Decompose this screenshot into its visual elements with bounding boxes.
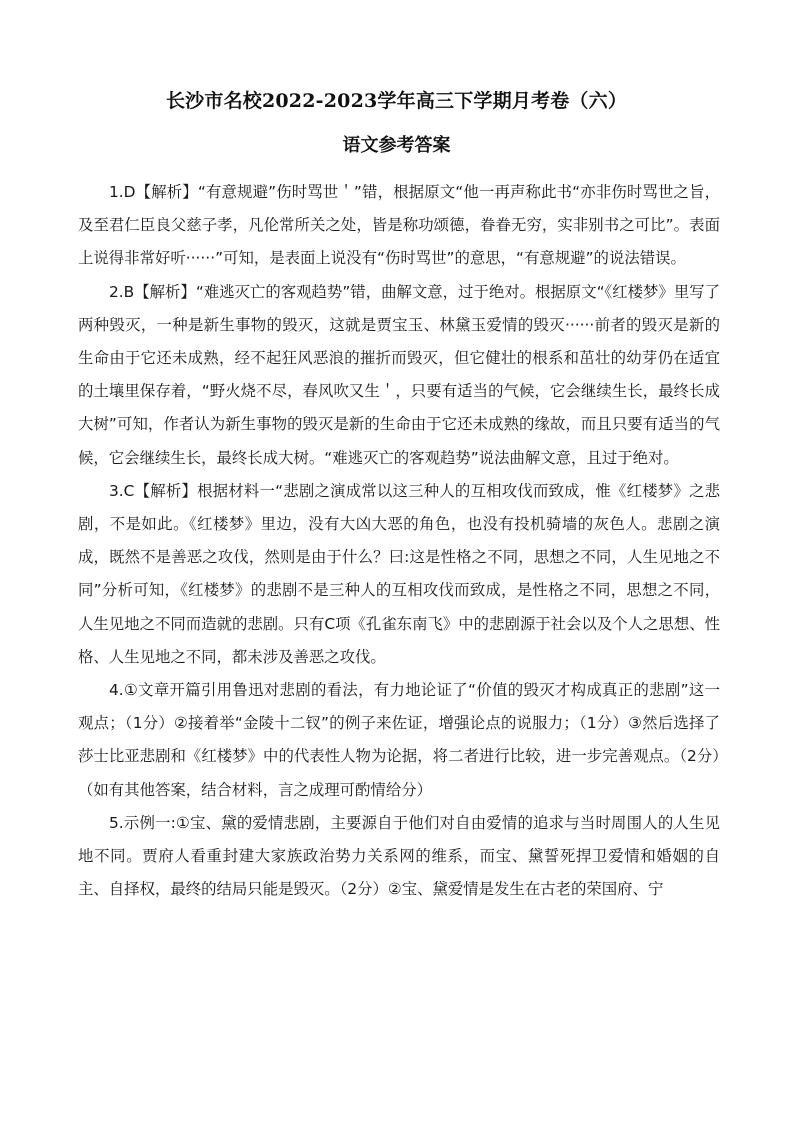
answer-paragraph-3: 3.C【解析】根据材料一“悲剧之演成常以这三种人的互相攻伐而致成，惟《红楼梦》之悲剧，不是如此。《红楼梦》里边，没有大凶大恶的角色，也没有投机骑墙的灰色人。悲剧之演成，既然不是善恶之攻伐，然则是由于什么？曰:这是性格之不同，思想之不同，人生见地之不同”分析可知，《红楼梦》的悲剧不是三种人的互相攻伐而致成，是性格之不同，思想之不同，人生见地之不同而造就的悲剧。只有C项《孔雀东南飞》中的悲剧源于社会以及个人之思想、性格、人生见地之不同，都未涉及善恶之攻伐。 xyxy=(78,481,720,666)
page-subtitle: 语文参考答案 xyxy=(342,135,451,156)
answer-paragraph-2: 2.B【解析】“难逃灭亡的客观趋势”错，曲解文意，过于绝对。根据原文“《红楼梦》里写了两种毁灭，一种是新生事物的毁灭，这就是贾宝玉、林黛玉爱情的毁灭······前者的毁灭是新的生命由于它还未成熟，经不起狂风恶浪的摧折而毁灭，但它健壮的根系和茁壮的幼芽仍在适宜的土壤里保存着，“野火烧不尽，春风吹又生＇，只要有适当的气候，它会继续生长，最终长成大树”可知，作者认为新生事物的毁灭是新的生命由于它还未成熟的缘故，而且只要有适当的气候，它会继续生长，最终长成大树。“难逃灭亡的客观趋势”说法曲解文意，且过于绝对。 xyxy=(78,282,720,467)
answer-body xyxy=(78,176,720,906)
answer-paragraph-4: 4.①文章开篇引用鲁迅对悲剧的看法，有力地论证了“价值的毁灭才构成真正的悲剧”这一观点；（1分）②接着举“金陵十二钗”的例子来佐证，增强论点的说服力；（1分）③然后选择了莎士比亚悲剧和《红楼梦》中的代表性人物为论据，将二者进行比较，进一步完善观点。（2分）（如有其他答案，结合材料，言之成理可酌情给分） xyxy=(78,681,720,799)
page-title: 长沙市名校2022-2023学年高三下学期月考卷（六） xyxy=(165,90,628,112)
answer-paragraph-5: 5.示例一:①宝、黛的爱情悲剧，主要源自于他们对自由爱情的追求与当时周围人的人生见地不同。贾府人看重封建大家族政治势力关系网的维系，而宝、黛誓死捍卫爱情和婚姻的自主、自择权，最终的结局只能是毁灭。（2分）②宝、黛爱情是发生在古老的荣国府、宁 xyxy=(78,813,720,899)
answer-paragraph-1: 1.D【解析】“有意规避”伤时骂世＇”错，根据原文“他一再声称此书“亦非伤时骂世之旨，及至君仁臣良父慈子孝，凡伦常所关之处，皆是称功颂德，眷眷无穷，实非别书之可比”。表面上说得非常好听······”可知，是表面上说没有“伤时骂世”的意思，“有意规避”的说法错误。 xyxy=(78,183,720,268)
